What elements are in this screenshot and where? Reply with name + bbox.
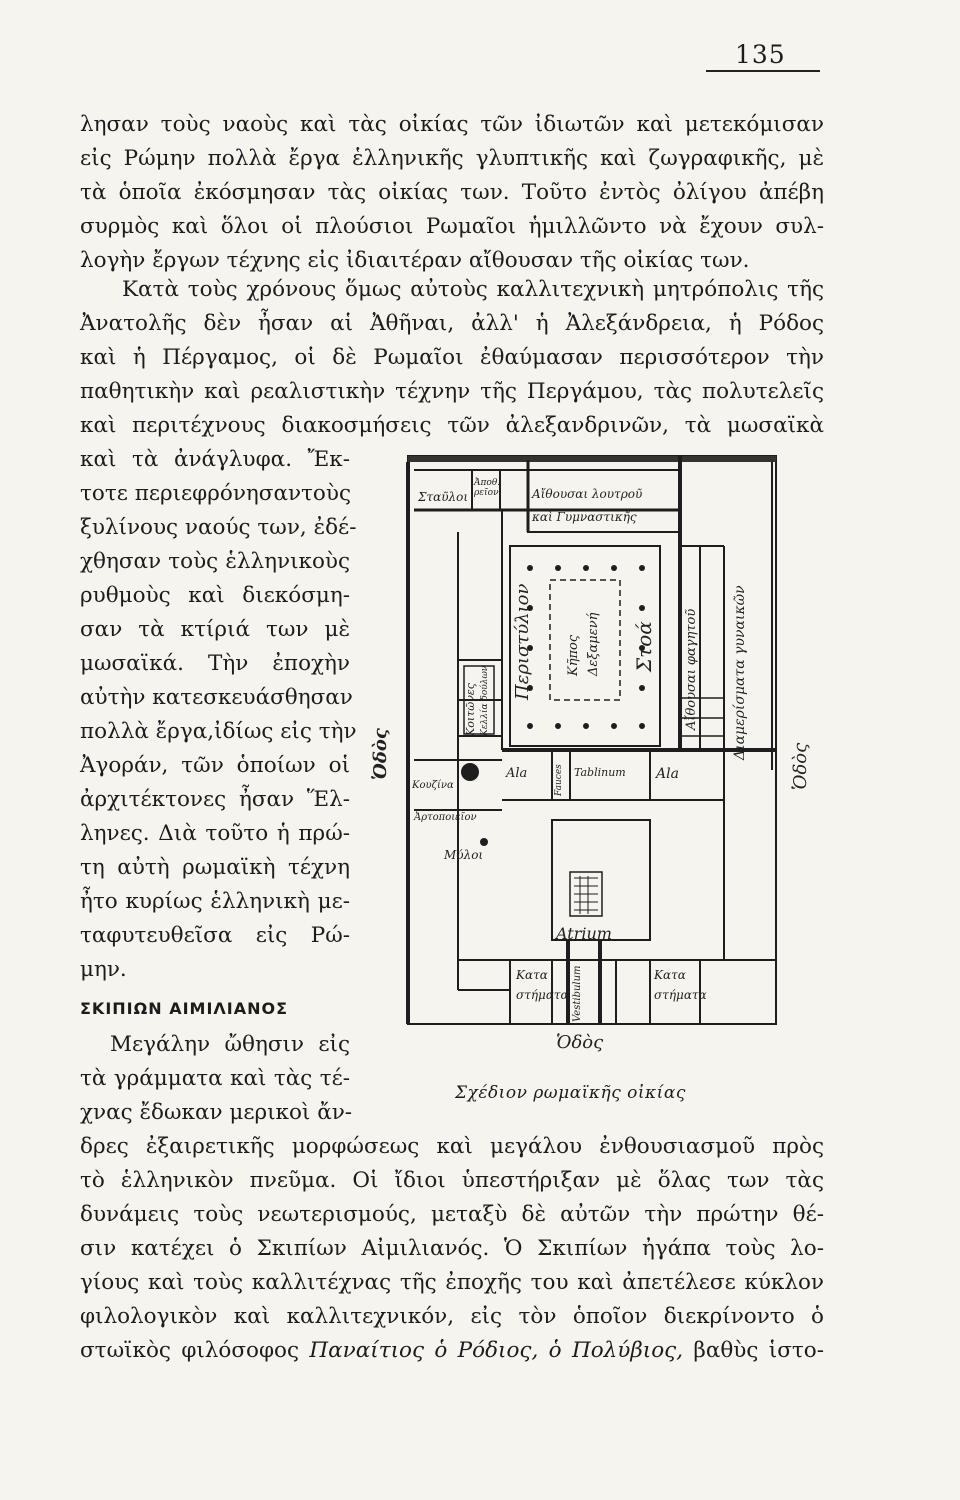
label-street-bottom: Ὁδὸς [556, 1032, 604, 1053]
label-peristyle: Περιστύλιον [512, 583, 533, 700]
text-line: καὶ τὰ ἀνάγλυφα. Ἔκ- [80, 447, 350, 472]
label-cistern: Δεξαμενή [586, 612, 601, 676]
text-line: Ἀγοράν, τῶν ὁποίων οἱ [80, 753, 350, 778]
label-cubicula: Κοιτῶνες [464, 683, 477, 736]
page-number: 135 [735, 40, 786, 69]
text-run: βαθὺς ἱστο- [683, 1338, 824, 1363]
label-atrium: Atrium [556, 924, 612, 943]
plan-caption: Σχέδιον ρωμαϊκῆς οἰκίας [455, 1083, 686, 1103]
label-shops-left-1: Κατα [516, 968, 548, 982]
text-line: ληνες. Διὰ τοῦτο ἡ πρώ- [80, 821, 350, 846]
label-street-left: Ὁδὸς [370, 728, 391, 780]
label-shops-right-1: Κατα [654, 968, 686, 982]
text-line: χνας ἔδωκαν μερικοὶ ἄν- [80, 1100, 353, 1125]
text-line: ξυλίνους ναούς των, ἐδέ- [80, 515, 357, 540]
label-vestibulum: Vestibulum [572, 965, 583, 1022]
text-line: δρες ἐξαιρετικῆς μορφώσεως καὶ μεγάλου ἐνθουσιασμοῦ πρὸς [80, 1134, 824, 1159]
label-baths-2: καὶ Γυμναστικῆς [532, 510, 637, 524]
text-run: στωϊκὸς φιλόσοφος [80, 1338, 310, 1363]
text-line-last [80, 1334, 824, 1368]
label-shops-left-2: στήματα [516, 988, 569, 1002]
text-line: λογὴν ἔργων τέχνης εἰς ἰδιαιτέραν αἴθουσαν τῆς οἰκίας των. [80, 248, 750, 273]
text-line: πολλὰ ἔργα,ἰδίως εἰς τὴν [80, 719, 357, 744]
text-line: μωσαϊκά. Τὴν ἐποχὴν [80, 651, 350, 676]
text-line: Κατὰ τοὺς χρόνους ὅμως αὐτοὺς καλλιτεχνικὴ μητρόπολις τῆς [122, 277, 824, 302]
label-tablinum: Tablinum [574, 766, 626, 779]
text-line: σαν τὰ κτίριά των μὲ [80, 617, 350, 642]
text-line: Ἀνατολῆς δὲν ἦσαν αἱ Ἀθῆναι, ἀλλ' ἡ Ἀλεξάνδρεια, ἡ Ρόδος [80, 311, 824, 336]
label-stoa: Στοά [632, 621, 656, 672]
label-slave-cells: Κελλία δούλων [480, 665, 490, 736]
text-line: καὶ ἡ Πέργαμος, οἱ δὲ Ρωμαῖοι ἐθαύμασαν περισσότερον τὴν [80, 345, 824, 370]
text-line: λησαν τοὺς ναοὺς καὶ τὰς οἰκίας τῶν ἰδιωτῶν καὶ μετεκόμισαν [80, 112, 824, 137]
label-dining: Αἴθουσαι φαγητοῦ [684, 608, 699, 730]
text-line: τοτε περιεφρόνησαντοὺς [80, 481, 351, 506]
text-line: τη αὐτὴ ρωμαϊκὴ τέχνη [80, 855, 350, 880]
text-line: ἦτο κυρίως ἑλληνικὴ με- [80, 889, 350, 914]
text-line: αὐτὴν κατεσκευάσθησαν [80, 685, 353, 710]
label-fauces: Fauces [554, 764, 564, 796]
text-line: εἰς Ρώμην πολλὰ ἔργα ἑλληνικῆς γλυπτικῆς καὶ ζωγραφικῆς, μὲ [80, 146, 824, 171]
text-line: συρμὸς καὶ ὅλοι οἱ πλούσιοι Ρωμαῖοι ἡμιλλῶντο νὰ ἔχουν συλ- [80, 214, 824, 239]
section-heading: ΣΚΙΠΙΩΝ ΑΙΜΙΛΙΑΝΟΣ [80, 999, 289, 1018]
text-line: Μεγάλην ὤθησιν εἰς [110, 1032, 350, 1057]
label-garden: Κῆπος [566, 634, 581, 676]
text-line: ρυθμοὺς καὶ διεκόσμη- [80, 583, 350, 608]
text-line: τὰ ὁποῖα ἐκόσμησαν τὰς οἰκίας των. Τοῦτο ἐντὸς ὀλίγου ἀπέβη [80, 180, 824, 205]
label-stables: Σταῦλοι [418, 490, 469, 504]
italic-names: Παναίτιος ὁ Ρόδιος, ὁ Πολύβιος, [309, 1338, 684, 1363]
label-shops-right-2: στήματα [654, 988, 707, 1002]
roman-house-plan [360, 440, 840, 1070]
label-bakery: Ἀρτοποιεῖον [414, 812, 477, 823]
label-womens-quarters: Διαμερίσματα γυναικῶν [732, 585, 748, 760]
text-line: φιλολογικὸν καὶ καλλιτεχνικόν, εἰς τὸν ὁποῖον διεκρίνοντο ὁ [80, 1304, 824, 1329]
text-line: γίους καὶ τοὺς καλλιτέχνας τῆς ἐποχῆς του καὶ ἀπετέλεσε κύκλον [80, 1270, 824, 1295]
text-line: τὸ ἑλληνικὸν πνεῦμα. Οἱ ἴδιοι ὑπεστήριξαν μὲ ὅλας των τὰς [80, 1168, 824, 1193]
label-kitchen: Κουζίνα [412, 780, 454, 791]
text-line: ταφυτευθεῖσα εἰς Ρώ- [80, 923, 350, 948]
text-line: δυνάμεις τοὺς νεωτερισμούς, μεταξὺ δὲ αὐτῶν τὴν πρώτην θέ- [80, 1202, 824, 1227]
label-storeroom: Ἀποθ. ρεῖον [474, 478, 501, 498]
text-line: μην. [80, 957, 127, 982]
text-line: καὶ περιτέχνους διακοσμήσεις τῶν ἀλεξανδρινῶν, τὰ μωσαϊκὰ [80, 413, 824, 438]
label-baths-1: Αἴθουσαι λουτροῦ [532, 487, 643, 501]
text-line: ἀρχιτέκτονες ἦσαν Ἕλ- [80, 787, 350, 812]
text-line: τὰ γράμματα καὶ τὰς τέ- [80, 1066, 350, 1091]
text-line: χθησαν τοὺς ἑλληνικοὺς [80, 549, 350, 574]
header-rule [706, 70, 820, 72]
label-ala-left: Ala [506, 766, 528, 781]
text-line: σιν κατέχει ὁ Σκιπίων Αἰμιλιανός. Ὁ Σκιπίων ἠγάπα τοὺς λο- [80, 1236, 824, 1261]
label-mills: Μύλοι [444, 848, 484, 862]
plan-drawing [360, 440, 840, 1070]
label-street-right: Ὁδὸς [790, 742, 811, 790]
label-ala-right: Ala [656, 766, 679, 782]
text-line: παθητικὴν καὶ ρεαλιστικὴν τέχνην τῆς Περγάμου, τὰς πολυτελεῖς [80, 379, 824, 404]
